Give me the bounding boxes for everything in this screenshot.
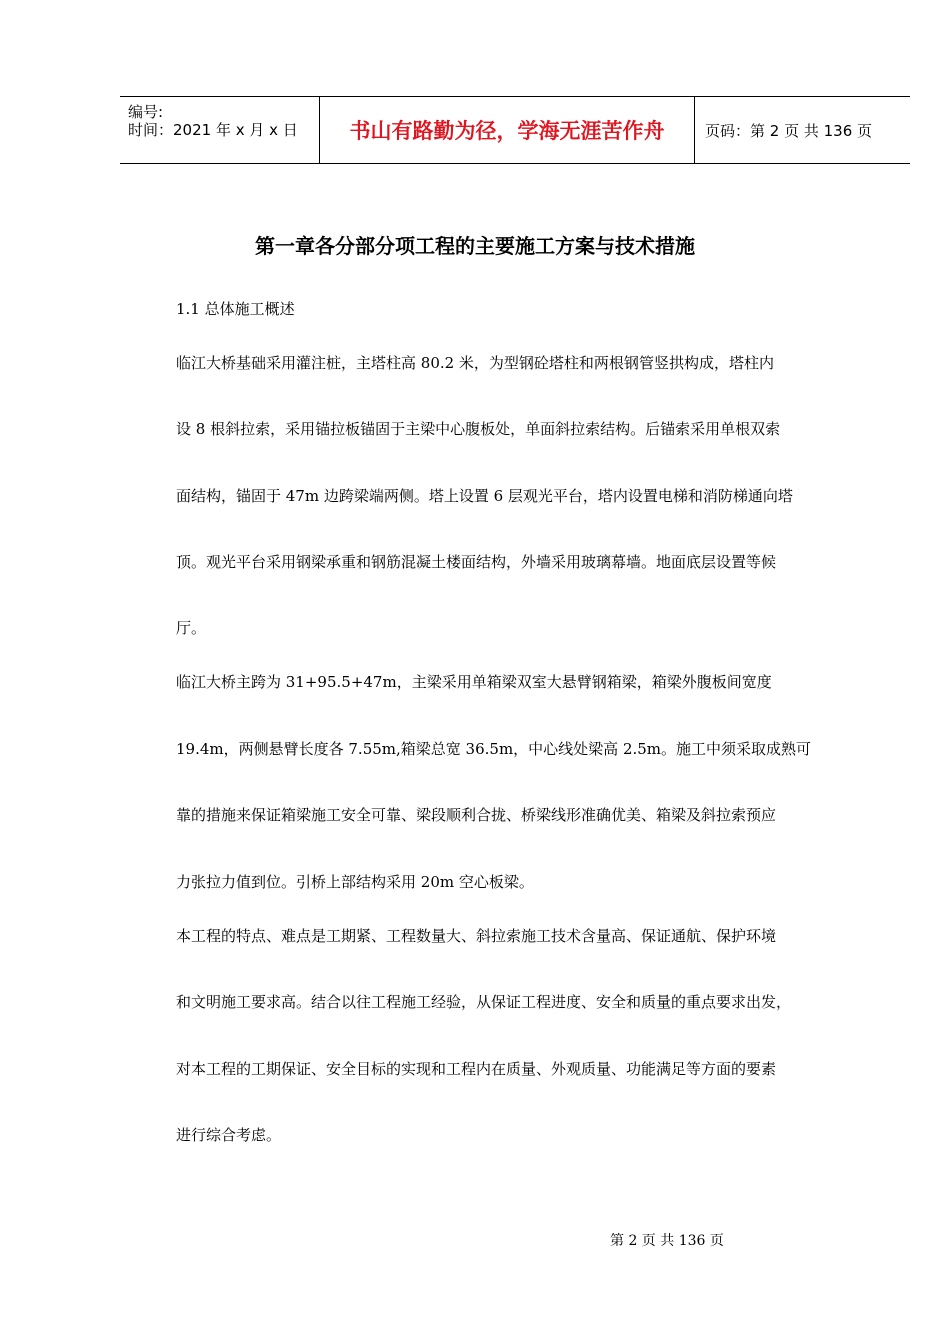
header-motto: 书山有路勤为径，学海无涯苦作舟 — [320, 97, 695, 163]
body-line: 设 8 根斜拉索，采用锚拉板锚固于主梁中心腹板处，单面斜拉索结构。后锚索采用单根双索 — [176, 420, 781, 438]
time-label: 时间：2021 年 x 月 x 日 — [128, 121, 298, 139]
page-footer: 第 2 页 共 136 页 — [610, 1233, 724, 1249]
section-heading: 1.1 总体施工概述 — [176, 300, 295, 318]
header-page-label: 页码：第 2 页 共 136 页 — [705, 121, 873, 140]
body-line: 本工程的特点、难点是工期紧、工程数量大、斜拉索施工技术含量高、保证通航、保护环境 — [176, 927, 777, 945]
body-line: 和文明施工要求高。结合以往工程施工经验，从保证工程进度、安全和质量的重点要求出发， — [176, 993, 792, 1011]
body-line: 19.4m，两侧悬臂长度各 7.55m,箱梁总宽 36.5m，中心线处梁高 2.5m。施工中须采取成熟可 — [176, 740, 812, 758]
number-label: 编号: — [128, 103, 164, 121]
body-line: 靠的措施来保证箱梁施工安全可靠、梁段顺利合拢、桥梁线形准确优美、箱梁及斜拉索预应 — [176, 806, 777, 824]
body-line: 面结构，锚固于 47m 边跨梁端两侧。塔上设置 6 层观光平台，塔内设置电梯和消防梯通向塔 — [176, 487, 793, 505]
body-line: 力张拉力值到位。引桥上部结构采用 20m 空心板梁。 — [176, 873, 534, 891]
body-line: 进行综合考虑。 — [176, 1126, 282, 1144]
header-info-cell — [120, 97, 320, 163]
body-line: 顶。观光平台采用钢梁承重和钢筋混凝土楼面结构，外墙采用玻璃幕墙。地面底层设置等候 — [176, 553, 777, 571]
chapter-title: 第一章各分部分项工程的主要施工方案与技术措施 — [255, 234, 695, 258]
body-line: 临江大桥主跨为 31+95.5+47m，主梁采用单箱梁双室大悬臂钢箱梁，箱梁外腹板间宽度 — [176, 673, 772, 691]
page-header — [120, 96, 910, 164]
body-line: 临江大桥基础采用灌注桩，主塔柱高 80.2 米，为型钢砼塔柱和两根钢管竖拱构成，塔柱内 — [176, 354, 774, 372]
body-line: 厅。 — [176, 619, 207, 637]
body-line: 对本工程的工期保证、安全目标的实现和工程内在质量、外观质量、功能满足等方面的要素 — [176, 1060, 777, 1078]
